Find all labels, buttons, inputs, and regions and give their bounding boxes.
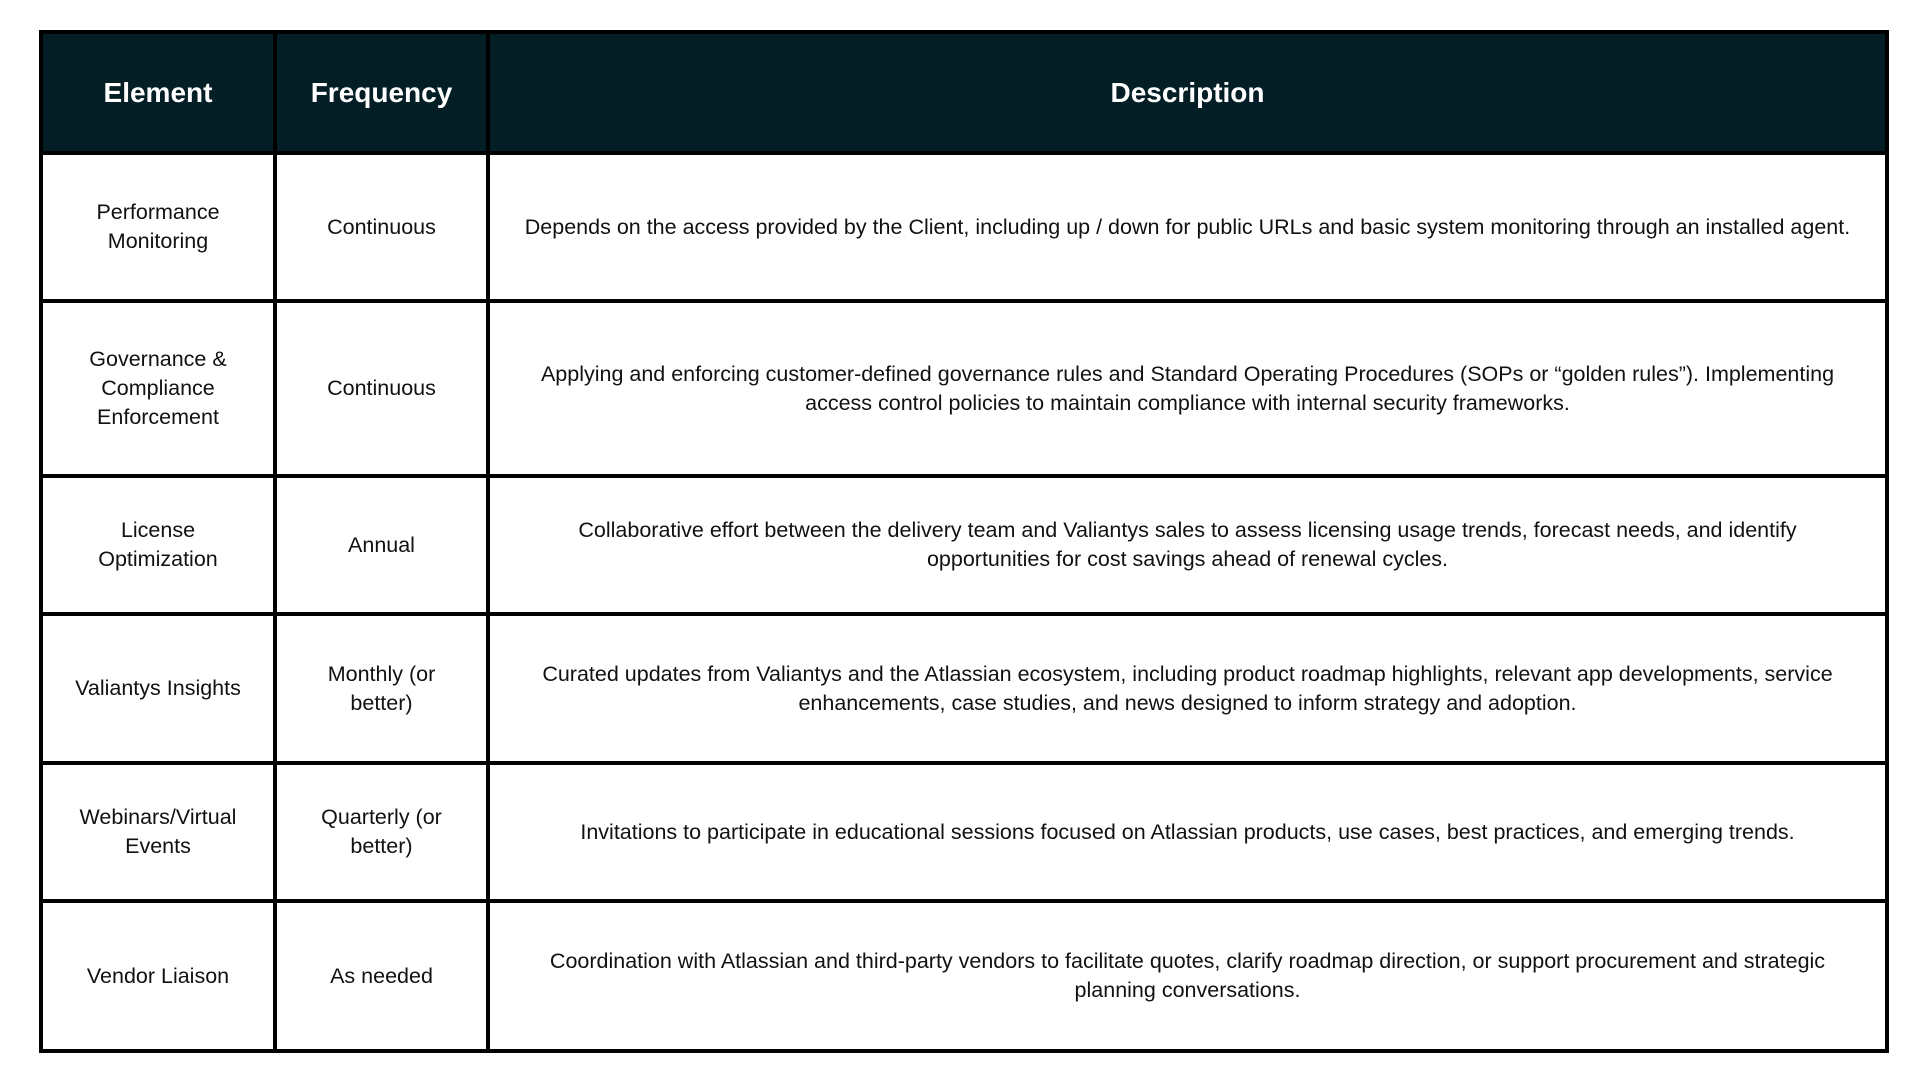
cell-description: Depends on the access provided by the Client, including up / down for public URLs and basic system monitoring through an installed agent. xyxy=(488,153,1887,301)
table-header xyxy=(41,32,1887,153)
services-table xyxy=(39,30,1889,1053)
cell-frequency: Annual xyxy=(275,476,488,614)
cell-frequency: Monthly (or better) xyxy=(275,614,488,763)
table-row xyxy=(41,301,1887,476)
cell-description: Curated updates from Valiantys and the Atlassian ecosystem, including product roadmap highlights, relevant app developments, service enhancements, case studies, and news designed to inform strategy and adoption. xyxy=(488,614,1887,763)
cell-description: Collaborative effort between the delivery team and Valiantys sales to assess licensing usage trends, forecast needs, and identify opportunities for cost savings ahead of renewal cycles. xyxy=(488,476,1887,614)
table-body xyxy=(41,153,1887,1051)
cell-frequency: Quarterly (or better) xyxy=(275,763,488,901)
cell-frequency: Continuous xyxy=(275,301,488,476)
cell-element: License Optimization xyxy=(41,476,275,614)
cell-frequency: Continuous xyxy=(275,153,488,301)
table-row xyxy=(41,763,1887,901)
table-row xyxy=(41,901,1887,1051)
cell-description: Applying and enforcing customer-defined governance rules and Standard Operating Procedures (SOPs or “golden rules”). Implementing access control policies to maintain compliance with internal security frameworks. xyxy=(488,301,1887,476)
cell-element: Governance & Compliance Enforcement xyxy=(41,301,275,476)
table-row xyxy=(41,153,1887,301)
header-description: Description xyxy=(488,32,1887,153)
cell-element: Performance Monitoring xyxy=(41,153,275,301)
cell-element: Vendor Liaison xyxy=(41,901,275,1051)
cell-element: Webinars/Virtual Events xyxy=(41,763,275,901)
table-row xyxy=(41,614,1887,763)
services-table-container xyxy=(39,30,1885,1053)
header-row xyxy=(41,32,1887,153)
cell-frequency: As needed xyxy=(275,901,488,1051)
cell-element: Valiantys Insights xyxy=(41,614,275,763)
cell-description: Coordination with Atlassian and third-party vendors to facilitate quotes, clarify roadmap direction, or support procurement and strategic planning conversations. xyxy=(488,901,1887,1051)
cell-description: Invitations to participate in educational sessions focused on Atlassian products, use cases, best practices, and emerging trends. xyxy=(488,763,1887,901)
header-element: Element xyxy=(41,32,275,153)
header-frequency: Frequency xyxy=(275,32,488,153)
table-row xyxy=(41,476,1887,614)
